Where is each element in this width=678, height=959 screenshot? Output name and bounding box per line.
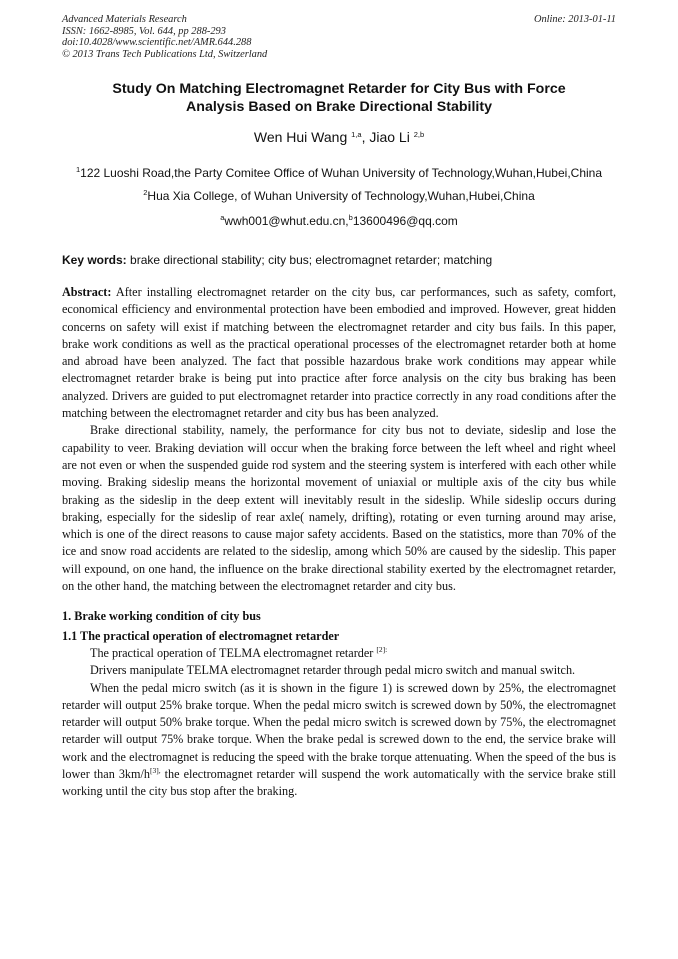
affiliation-marker: 2 [143, 188, 148, 197]
paper-body [62, 284, 616, 801]
paper-title [62, 80, 616, 116]
online-date: Online: 2013-01-11 [533, 14, 616, 25]
title-line-2: Analysis Based on Brake Directional Stability [186, 99, 492, 115]
doi-line: doi:10.4028/www.scientific.net/AMR.644.288 [62, 37, 252, 49]
email-address: wwh001@whut.edu.cn, [224, 214, 349, 228]
abstract-paragraph-2: Brake directional stability, namely, the performance for city bus not to deviate, sideslip and lose the capability to veer. Braking deviation will occur when the braking force between the left wheel and right wheel are not even or when the suspended guide rod system and the steering system is interfered with each other while moving. Braking sideslip means the horizontal movement of uniaxial or multiple axis of the city bus while braking as the sideslip in the deep extent will inevitably result in the sideslip. While sideslip occurs during braking, especially for the sideslip of rear axle( namely, drifting), rotating or even turning around may arise, which is one of the direct reasons to cause major safety accidents. Based on the statistics, more than 70% of the ice and snow road accidents are related to the sideslip, among which 50% are caused by the sideslip. This paper will expound, on one hand, the influence on the brake directional stability exerted by the electromagnet retarder, on the other hand, the matching between the electromagnet retarder and city bus. [62, 423, 616, 594]
paragraph-text: The practical operation of TELMA electromagnet retarder [90, 645, 374, 660]
keywords-label: Key words: [62, 253, 127, 267]
body-paragraph: Drivers manipulate TELMA electromagnet retarder through pedal micro switch and manual switch. [90, 663, 576, 678]
body-paragraph [62, 645, 616, 662]
abstract-label: Abstract: [62, 285, 112, 299]
author-superscript: 1,a [351, 130, 362, 139]
abstract-text: After installing electromagnet retarder on the city bus, car performances, such as safety, comfort, economical efficiency and environmental protection have been embodied and improved. However, great hidden concerns on safety will exist if matching between the electromagnet retarder and city bus fails. In this paper, brake work conditions as well as the practical operational processes of the electromagnet retarder both at home and abroad have been analyzed. The fact that possible hazardous brake work conditions may appear while electromagnet retarder brake is being put into practice after force analysis on the city bus braking has been analyzed. Drivers are guided to put electromagnet retarder into practice correctly in any road conditions after the matching between the electromagnet retarder and city bus has been analyzed. [62, 285, 616, 421]
author-list [62, 129, 616, 145]
keywords [62, 253, 616, 267]
author-separator: , [361, 129, 370, 145]
paragraph-text: When the pedal micro switch (as it is shown in the figure 1) is screwed down by 25%, the electromagnet retarder will output 25% brake torque. When the pedal micro switch is screwed down by 50%, the electromagnet retarder will output 50% brake torque. When the pedal micro switch is screwed down by 75%, the electromagnet retarder will output 75% brake torque. When the brake pedal is screwed down to the end, the service brake will work and the electromagnet is reducing the speed with the brake torque attenuating. When the speed of the bus is lower than 3km/h [62, 680, 616, 782]
keywords-text: brake directional stability; city bus; electromagnet retarder; matching [126, 253, 493, 267]
affiliation-text: Hua Xia College, of Wuhan University of Technology,Wuhan,Hubei,China [147, 189, 535, 203]
title-line-1: Study On Matching Electromagnet Retarder for City Bus with Force [112, 81, 566, 97]
email-marker: a [220, 213, 225, 222]
body-paragraph [62, 680, 616, 801]
email-address: 13600496@qq.com [352, 214, 458, 228]
citation-ref: [2]: [376, 644, 388, 654]
subsection-heading: 1.1 The practical operation of electromagnet retarder [62, 628, 340, 643]
citation-ref: [3], [149, 766, 161, 776]
journal-header [62, 14, 616, 60]
email-marker: b [348, 213, 353, 222]
abstract-paragraph [62, 284, 616, 422]
author-superscript: 2,b [413, 130, 425, 139]
journal-name: Advanced Materials Research [62, 14, 187, 25]
affiliation-text: 122 Luoshi Road,the Party Comitee Office of Wuhan University of Technology,Wuhan,Hubei,China [80, 166, 603, 180]
paragraph-text: the electromagnet retarder will suspend the work automatically with the service brake still working until the city bus stop after the braking. [62, 767, 616, 799]
affiliation-marker: 1 [75, 165, 81, 174]
copyright-line: © 2013 Trans Tech Publications Ltd, Switzerland [62, 48, 268, 60]
email-line [40, 214, 638, 228]
affiliation-1 [40, 166, 638, 180]
section-heading: 1. Brake working condition of city bus [62, 609, 261, 624]
affiliation-2 [40, 189, 638, 203]
author-name: Jiao Li [369, 129, 410, 145]
issn-line: ISSN: 1662-8985, Vol. 644, pp 288-293 [62, 25, 226, 37]
author-name: Wen Hui Wang [253, 129, 348, 145]
